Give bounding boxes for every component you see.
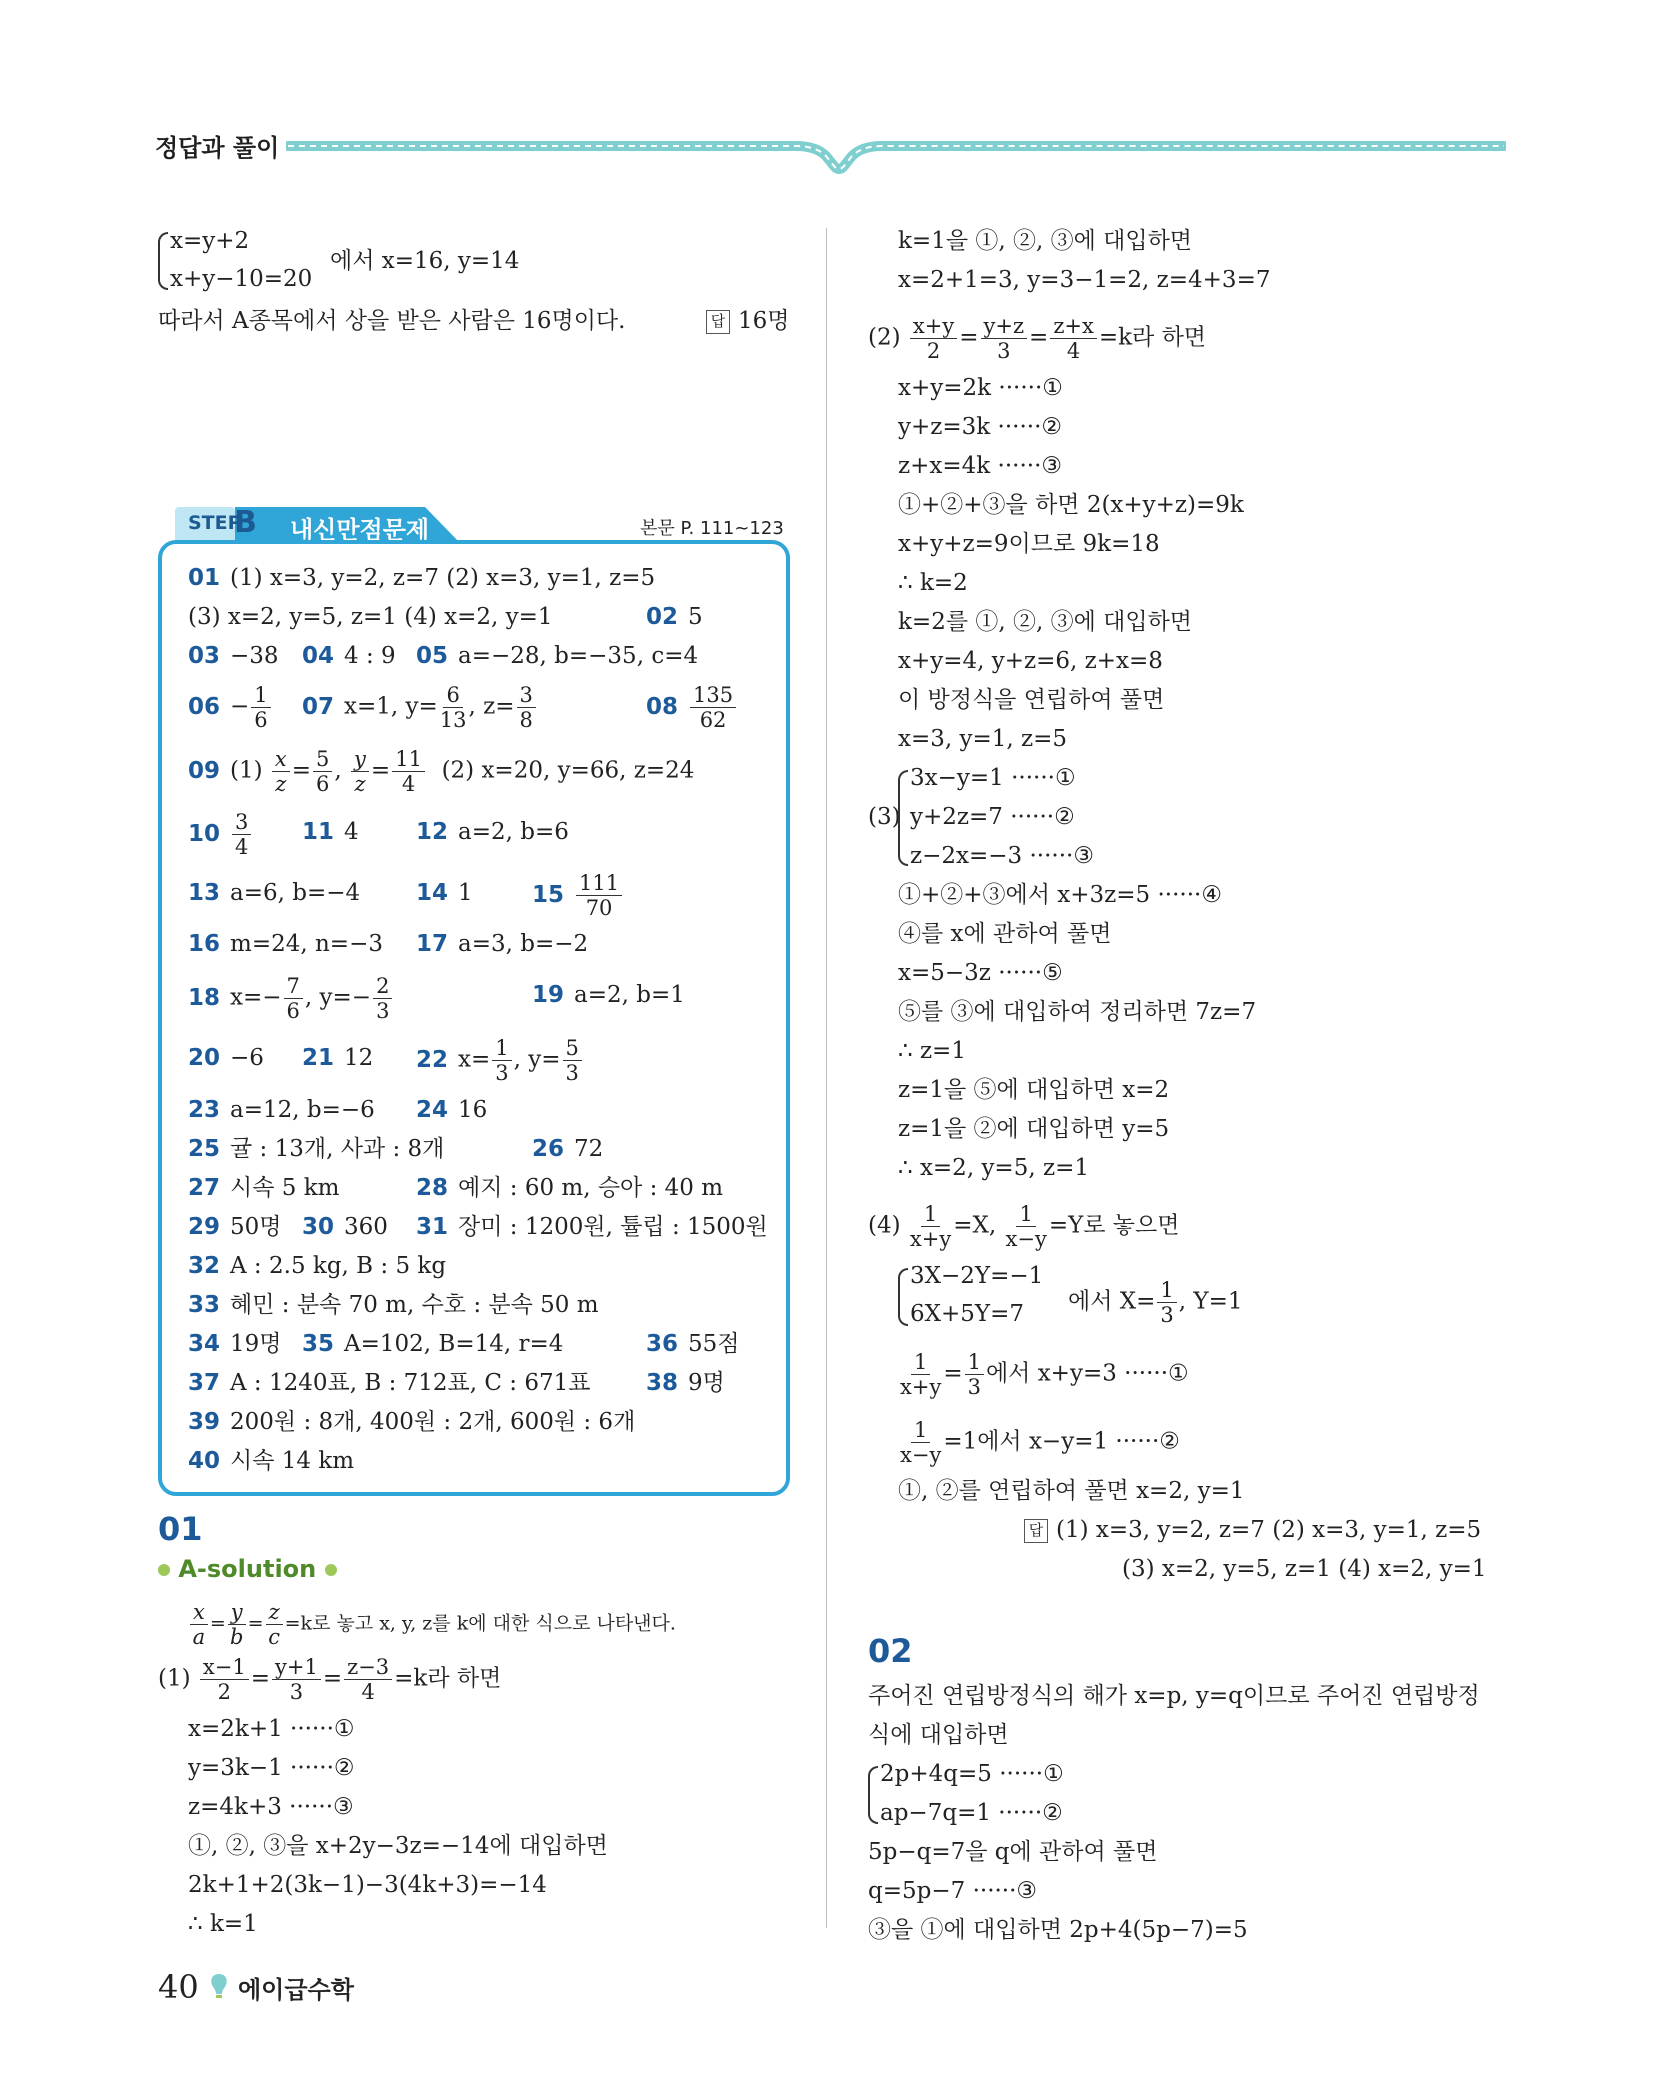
solution-line: x+y=2k ······①: [898, 375, 1063, 401]
answer-mark-icon: 답: [706, 310, 730, 334]
answer-37: 37 A : 1240표, B : 712표, C : 671표: [188, 1370, 591, 1396]
solution-line: z+x=4k ······③: [898, 453, 1062, 479]
lightbulb-icon: [208, 1972, 230, 2000]
brand-name: 에이급수학: [238, 1976, 354, 2004]
solution-line: ①+②+③에서 x+3z=5 ······④: [898, 882, 1222, 908]
solution-line: k=2를 ①, ②, ③에 대입하면: [898, 609, 1193, 635]
answer-24: 24 16: [416, 1097, 488, 1123]
answer-line: 답 (1) x=3, y=2, z=7 (2) x=3, y=1, z=5: [1024, 1515, 1481, 1545]
system-brace: [898, 770, 908, 866]
solution-01-part1: (1) $\frac{x-1}{2}$ = $\frac{y+1}{3}$ = $\frac{z-3}{4}$ =k라 하면: [158, 1655, 502, 1704]
step-label: STEP: [188, 512, 242, 534]
answer-mark-icon: 답: [1024, 1519, 1048, 1543]
solution-line: ∴ k=2: [898, 570, 968, 596]
header-rule: [286, 118, 1506, 188]
system-eq-1: x=y+2: [170, 228, 250, 254]
answer-28: 28 예지 : 60 m, 승아 : 40 m: [416, 1175, 724, 1201]
a-solution-label: A-solution: [158, 1555, 337, 1583]
answer-01-cont: (3) x=2, y=5, z=1 (4) x=2, y=1: [188, 604, 553, 630]
answer-35: 35 A=102, B=14, r=4: [302, 1331, 564, 1357]
step-letter: B: [234, 505, 257, 540]
solution-line: ①, ②를 연립하여 풀면 x=2, y=1: [898, 1478, 1245, 1504]
header-title: 정답과 풀이: [155, 134, 280, 162]
answer-07: 07 x=1, y= $\frac{6}{13}$ , z= $\frac{3}{8}$: [302, 683, 538, 732]
solution-line: y+z=3k ······②: [898, 414, 1063, 440]
answer-16: 16 m=24, n=−3: [188, 931, 383, 957]
system-tail: 에서 x=16, y=14: [330, 248, 520, 274]
dot-icon: [158, 1564, 170, 1576]
solution-line: ④를 x에 관하여 풀면: [898, 921, 1112, 947]
answer-10: 10 $\frac{3}{4}$: [188, 810, 253, 859]
answer-01: 01 (1) x=3, y=2, z=7 (2) x=3, y=1, z=5: [188, 565, 656, 591]
solution-line: z=1을 ②에 대입하면 y=5: [898, 1116, 1170, 1142]
answer-38: 38 9명: [646, 1370, 725, 1396]
answer-29: 29 50명: [188, 1214, 282, 1240]
solution-line: x=3, y=1, z=5: [898, 726, 1068, 752]
solution-01-part2: (2) $\frac{x+y}{2}$ = $\frac{y+z}{3}$ = $\frac{z+x}{4}$ =k라 하면: [868, 314, 1207, 363]
solution-line: $\frac{1}{x-y}$ =1에서 x−y=1 ······②: [900, 1418, 1180, 1467]
answer-02: 02 5: [646, 604, 703, 630]
answer-line-cont: (3) x=2, y=5, z=1 (4) x=2, y=1: [1122, 1556, 1487, 1582]
answer-06: 06 − $\frac{1}{6}$: [188, 683, 273, 732]
system-eq: 2p+4q=5 ······①: [880, 1761, 1064, 1787]
system-eq-2: x+y−10=20: [170, 266, 313, 292]
solution-line: x=5−3z ······⑤: [898, 960, 1063, 986]
solution-line: z=1을 ⑤에 대입하면 x=2: [898, 1077, 1170, 1103]
solution-line: $\frac{1}{x+y}$ = $\frac{1}{3}$ 에서 x+y=3 ······①: [900, 1350, 1189, 1399]
system-tail: 에서 X= $\frac{1}{3}$ , Y=1: [1068, 1278, 1243, 1327]
answer-40: 40 시속 14 km: [188, 1448, 355, 1474]
solution-01-part3-label: (3): [868, 804, 901, 830]
system-brace: [868, 1766, 878, 1824]
solution-02-number: 02: [868, 1632, 913, 1670]
system-eq: 3x−y=1 ······①: [910, 765, 1076, 791]
solution-line: 주어진 연립방정식의 해가 x=p, y=q이므로 주어진 연립방정: [868, 1683, 1480, 1709]
solution-line: 2k+1+2(3k−1)−3(4k+3)=−14: [188, 1872, 547, 1898]
step-page-reference: 본문 P. 111~123: [640, 518, 784, 539]
solution-line: x+y=4, y+z=6, z+x=8: [898, 648, 1163, 674]
solution-line: 5p−q=7을 q에 관하여 풀면: [868, 1839, 1158, 1865]
step-title: 내신만점문제: [290, 516, 430, 544]
conclusion-text: 따라서 A종목에서 상을 받은 사람은 16명이다.: [158, 308, 626, 334]
answer-20: 20 −6: [188, 1045, 264, 1071]
solution-line: 이 방정식을 연립하여 풀면: [898, 687, 1165, 713]
answer-17: 17 a=3, b=−2: [416, 931, 589, 957]
system-brace: [158, 232, 168, 290]
solution-line: 식에 대입하면: [868, 1722, 1009, 1748]
answer-04: 04 4 : 9: [302, 643, 396, 669]
solution-line: ∴ k=1: [188, 1911, 258, 1937]
solution-line: ∴ z=1: [898, 1038, 966, 1064]
solution-line: x=2+1=3, y=3−1=2, z=4+3=7: [898, 267, 1271, 293]
answer-33: 33 혜민 : 분속 70 m, 수호 : 분속 50 m: [188, 1292, 599, 1318]
answer-23: 23 a=12, b=−6: [188, 1097, 375, 1123]
answer-19: 19 a=2, b=1: [532, 982, 685, 1008]
answer-18: 18 x=− $\frac{7}{6}$ , y=− $\frac{2}{3}$: [188, 974, 394, 1023]
solution-line: q=5p−7 ······③: [868, 1878, 1038, 1904]
answer-12: 12 a=2, b=6: [416, 819, 569, 845]
answer-14: 14 1: [416, 880, 473, 906]
answer-32: 32 A : 2.5 kg, B : 5 kg: [188, 1253, 447, 1279]
solution-line: k=1을 ①, ②, ③에 대입하면: [898, 228, 1193, 254]
system-eq: ap−7q=1 ······②: [880, 1800, 1063, 1826]
solution-line: ①, ②, ③을 x+2y−3z=−14에 대입하면: [188, 1833, 608, 1859]
system-eq: 6X+5Y=7: [910, 1301, 1025, 1327]
answer-36: 36 55점: [646, 1331, 740, 1357]
answer-09: 09 (1) $\frac{x}{z}$ = $\frac{5}{6}$ , $\frac{y}{z}$ = $\frac{11}{4}$ (2) x=20, y=66, z=24: [188, 747, 695, 796]
column-divider: [826, 228, 827, 1928]
answer-30: 30 360: [302, 1214, 388, 1240]
dot-icon: [325, 1564, 337, 1576]
system-eq: 3X−2Y=−1: [910, 1263, 1044, 1289]
answer-39: 39 200원 : 8개, 400원 : 2개, 600원 : 6개: [188, 1409, 636, 1435]
answer-31: 31 장미 : 1200원, 튤립 : 1500원: [416, 1214, 768, 1240]
solution-line: ①+②+③을 하면 2(x+y+z)=9k: [898, 492, 1244, 518]
solution-line: ⑤를 ③에 대입하여 정리하면 7z=7: [898, 999, 1257, 1025]
answer-13: 13 a=6, b=−4: [188, 880, 361, 906]
answer-21: 21 12: [302, 1045, 374, 1071]
answer-27: 27 시속 5 km: [188, 1175, 340, 1201]
answer-08: 08 $\frac{135}{62}$: [646, 683, 738, 732]
answer-26: 26 72: [532, 1136, 604, 1162]
solution-01-number: 01: [158, 1510, 203, 1548]
answer-22: 22 x= $\frac{1}{3}$ , y= $\frac{5}{3}$: [416, 1036, 584, 1085]
answer-03: 03 −38: [188, 643, 279, 669]
answer-11: 11 4: [302, 819, 359, 845]
solution-line: ∴ x=2, y=5, z=1: [898, 1155, 1089, 1181]
solution-tip: $\frac{x}{a}$ = $\frac{y}{b}$ = $\frac{z}{c}$ =k로 놓고 x, y, z를 k에 대한 식으로 나타낸다.: [188, 1600, 676, 1649]
answer-value: 16명: [738, 308, 790, 334]
solution-line: z=4k+3 ······③: [188, 1794, 354, 1820]
answer-line: [706, 306, 790, 336]
answer-34: 34 19명: [188, 1331, 282, 1357]
answer-15: 15 $\frac{111}{70}$: [532, 871, 624, 920]
system-brace: [898, 1268, 908, 1326]
solution-01-part4: (4) $\frac{1}{x+y}$ =X, $\frac{1}{x-y}$ =Y로 놓으면: [868, 1202, 1180, 1251]
solution-line: y=3k−1 ······②: [188, 1755, 355, 1781]
page-number: 40: [158, 1968, 199, 2006]
answer-25: 25 귤 : 13개, 사과 : 8개: [188, 1136, 445, 1162]
system-eq: y+2z=7 ······②: [910, 804, 1075, 830]
solution-line: x=2k+1 ······①: [188, 1716, 355, 1742]
solution-line: ③을 ①에 대입하면 2p+4(5p−7)=5: [868, 1917, 1248, 1943]
answer-05: 05 a=−28, b=−35, c=4: [416, 643, 699, 669]
system-eq: z−2x=−3 ······③: [910, 843, 1094, 869]
solution-line: x+y+z=9이므로 9k=18: [898, 531, 1160, 557]
